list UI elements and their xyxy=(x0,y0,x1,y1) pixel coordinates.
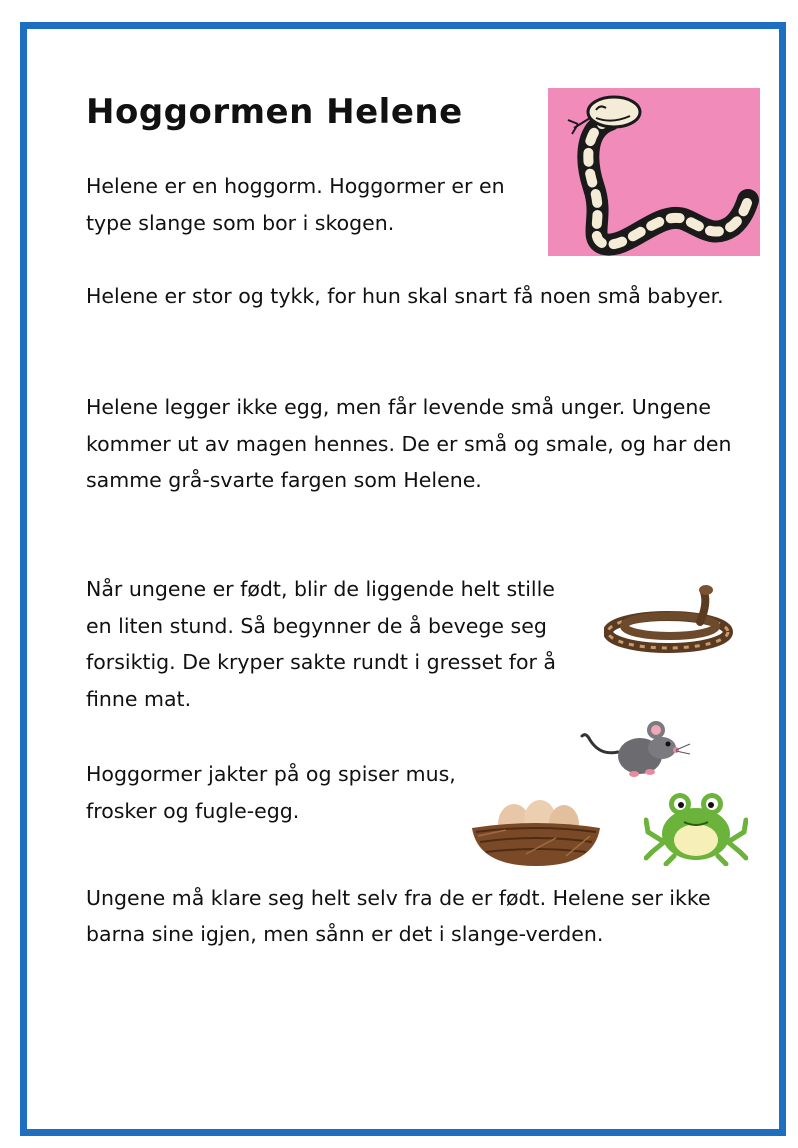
paragraph-5: Hoggormer jakter på og spiser mus, frosker og fugle-egg. xyxy=(86,762,456,823)
paragraph-1: Helene er en hoggorm. Hoggormer er en type slange som bor i skogen. xyxy=(86,174,505,235)
coiled-snake-icon xyxy=(604,582,738,654)
paragraph-2: Helene er stor og tykk, for hun skal snart få noen små babyer. xyxy=(86,284,724,308)
bird-nest-with-eggs-icon xyxy=(466,794,606,870)
page-title: Hoggormen Helene xyxy=(86,92,463,132)
snake-cartoon-icon xyxy=(548,88,760,256)
paragraph-4: Når ungene er født, blir de liggende helt stille en liten stund. Så begynner de å bevege seg forsiktig. De kryper sakte rundt i gresset for å finne mat. xyxy=(86,577,556,711)
paragraph-3: Helene legger ikke egg, men får levende små unger. Ungene kommer ut av magen hennes. De er små og smale, og har den samme grå-svarte fargen som Helene. xyxy=(86,395,732,492)
paragraph-6: Ungene må klare seg helt selv fra de er født. Helene ser ikke barna sine igjen, men sånn er det i slange-verden. xyxy=(86,886,711,946)
frog-icon xyxy=(644,786,748,866)
mouse-icon xyxy=(578,714,696,786)
